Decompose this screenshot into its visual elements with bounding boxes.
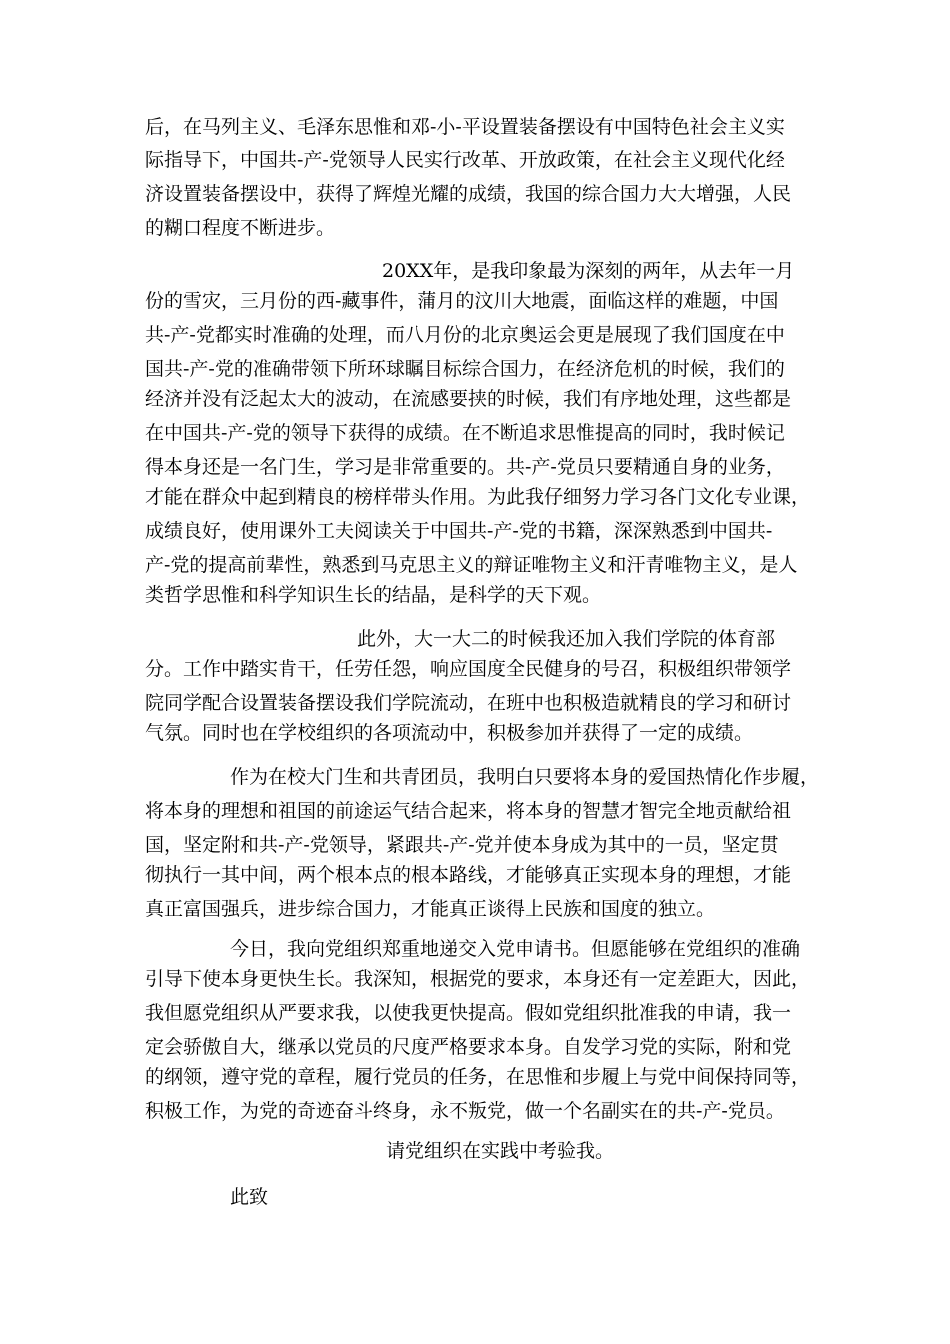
- text-line: 引导下使本身更快生长。我深知，根据党的要求，本身还有一定差距大，因此，: [145, 968, 811, 990]
- text-line: 的纲领，遵守党的章程，履行党员的任务，在思惟和步履上与党中间保持同等，: [145, 1066, 811, 1088]
- text-line: 20XX年，是我印象最为深刻的两年，从去年一月: [382, 260, 795, 282]
- text-line: 济设置装备摆设中，获得了辉煌光耀的成绩，我国的综合国力大大增强，人民: [145, 183, 792, 205]
- text-line: 份的雪灾，三月份的西-藏事件，蒲月的汶川大地震，面临这样的难题，中国: [145, 290, 779, 312]
- text-line: 在中国共-产-党的领导下获得的成绩。在不断追求思惟提高的同时，我时候记: [145, 422, 785, 444]
- text-line: 此致: [230, 1186, 269, 1208]
- text-line: 后，在马列主义、毛泽东思惟和邓-小-平设置装备摆设有中国特色社会主义实: [145, 116, 785, 138]
- text-line: 才能在群众中起到精良的榜样带头作用。为此我仔细努力学习各门文化专业课，: [145, 486, 811, 508]
- text-line: 经济并没有泛起太大的波动，在流感要挟的时候，我们有序地处理，这些都是: [145, 388, 792, 410]
- text-line: 际指导下，中国共-产-党领导人民实行改革、开放政策，在社会主义现代化经: [145, 149, 785, 171]
- text-line: 国，坚定附和共-产-党领导，紧跟共-产-党并使本身成为其中的一员，坚定贯: [145, 834, 779, 856]
- text-line: 彻执行一其中间，两个根本点的根本路线，才能够真正实现本身的理想，才能: [145, 864, 792, 886]
- text-line: 定会骄傲自大，继承以党员的尺度严格要求本身。自发学习党的实际，附和党: [145, 1036, 792, 1058]
- text-line: 今日，我向党组织郑重地递交入党申请书。但愿能够在党组织的准确: [230, 938, 801, 960]
- text-line: 此外，大一大二的时候我还加入我们学院的体育部: [357, 628, 776, 650]
- text-line: 得本身还是一名门生，学习是非常重要的。共-产-党员只要精通自身的业务，: [145, 456, 785, 478]
- text-line: 将本身的理想和祖国的前途运气结合起来，将本身的智慧才智完全地贡献给祖: [145, 800, 792, 822]
- text-line: 成绩良好，使用课外工夫阅读关于中国共-产-党的书籍，深深熟悉到中国共-: [145, 520, 773, 542]
- text-line: 积极工作，为党的奇迹奋斗终身，永不叛党，做一个名副实在的共-产-党员。: [145, 1100, 785, 1122]
- text-line: 我但愿党组织从严要求我，以使我更快提高。假如党组织批准我的申请，我一: [145, 1002, 792, 1024]
- text-line: 产-党的提高前辈性，熟悉到马克思主义的辩证唯物主义和汗青唯物主义，是人: [145, 554, 798, 576]
- text-line: 类哲学思惟和科学知识生长的结晶，是科学的天下观。: [145, 584, 602, 606]
- text-line: 请党组织在实践中考验我。: [386, 1140, 615, 1162]
- text-line: 真正富国强兵，进步综合国力，才能真正谈得上民族和国度的独立。: [145, 898, 716, 920]
- text-line: 作为在校大门生和共青团员，我明白只要将本身的爱国热情化作步履，: [230, 766, 820, 788]
- text-line: 共-产-党都实时准确的处理，而八月份的北京奥运会更是展现了我们国度在中: [145, 324, 785, 346]
- text-line: 分。工作中踏实肯干，任劳任怨，响应国度全民健身的号召，积极组织带领学: [145, 658, 792, 680]
- text-line: 国共-产-党的准确带领下所环球瞩目标综合国力，在经济危机的时候，我们的: [145, 358, 785, 380]
- text-line: 气氛。同时也在学校组织的各项流动中，积极参加并获得了一定的成绩。: [145, 722, 754, 744]
- text-line: 院同学配合设置装备摆设我们学院流动，在班中也积极造就精良的学习和研讨: [145, 692, 792, 714]
- text-line: 的糊口程度不断进步。: [145, 217, 336, 239]
